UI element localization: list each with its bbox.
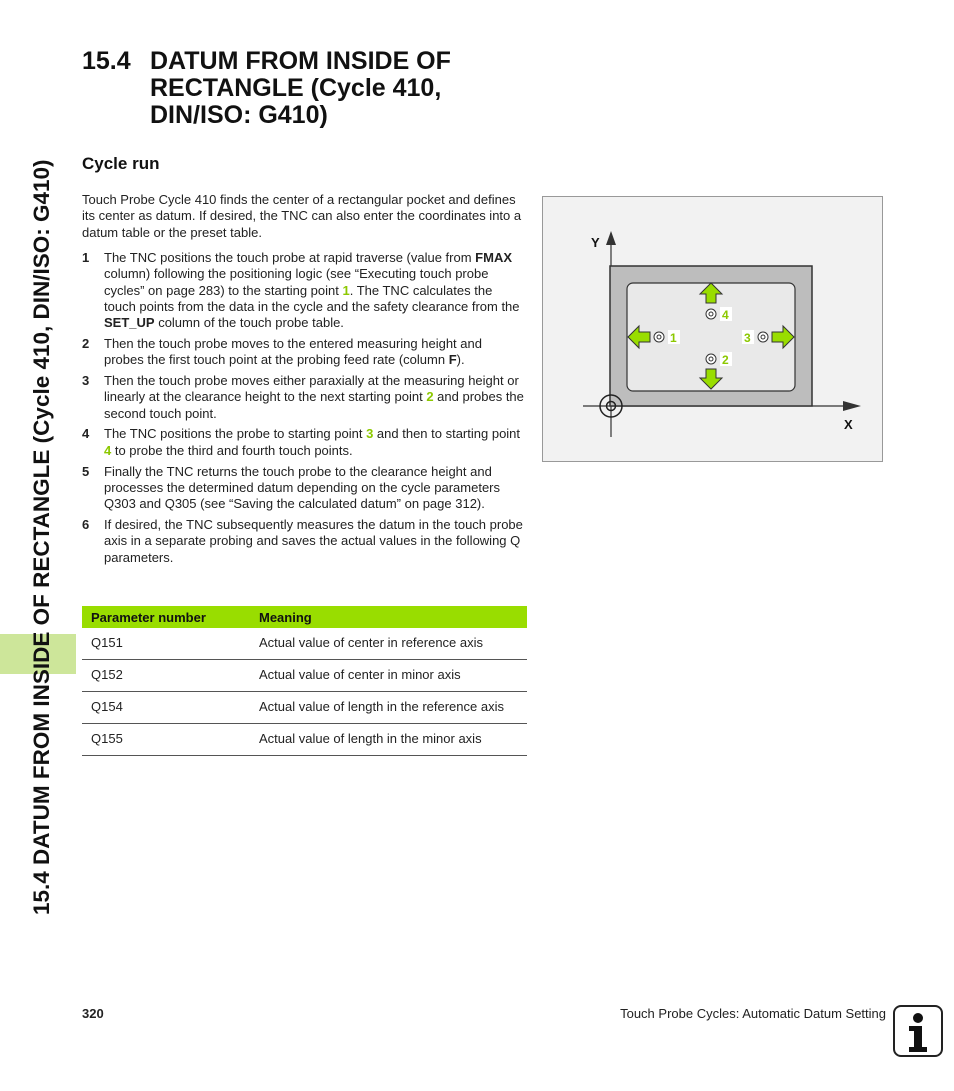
side-chapter-title: 15.4 DATUM FROM INSIDE OF RECTANGLE (Cycle 410, DIN/ISO: G410) [29, 159, 54, 915]
section-number: 15.4 [82, 47, 131, 75]
subheading: Cycle run [82, 154, 160, 173]
table-header-row [82, 606, 527, 628]
x-axis-label: X [844, 417, 853, 432]
rectangle-probing-diagram [542, 196, 883, 462]
table-header-cell: Parameter number [82, 606, 250, 628]
point-label-1: 1 [670, 331, 677, 345]
y-axis-arrowhead [606, 231, 616, 245]
step-item: 5 Finally the TNC returns the touch probe to the clearance height and processes the determined datum depending on the cycle parameters Q303 and Q305 (see “Saving the calculated datum” on page 312). [82, 463, 501, 512]
table-row [82, 660, 527, 692]
q-parameter-table [82, 606, 527, 756]
table-cell: Q151 [82, 628, 250, 660]
step-number: 1 [82, 250, 90, 265]
table-row [82, 628, 527, 660]
page-number: 320 [82, 1006, 104, 1021]
table-cell: Actual value of center in reference axis [250, 628, 527, 660]
step-item: 3 Then the touch probe moves either paraxially at the measuring height or linearly at the clearance height to the next starting point 2 and probes the second touch point. [82, 373, 524, 421]
point-label-3: 3 [744, 331, 751, 345]
step-number: 2 [82, 335, 90, 351]
info-icon [893, 1005, 943, 1057]
diagram-svg [543, 197, 882, 461]
step-item: 6 If desired, the TNC subsequently measures the datum in the touch probe axis in a separate probing and saves the actual values in the following Q parameters. [82, 516, 523, 565]
table-row [82, 692, 527, 724]
table-cell: Actual value of length in the minor axis [250, 724, 527, 756]
step-item: 1 The TNC positions the touch probe at rapid traverse (value from FMAX column) following the positioning logic (see “Executing touch probe cycles” on page 283) to the starting point 1. The TNC calculates the touch points from the data in the cycle and the safety clearance from the SET_UP column of the touch probe table. [82, 250, 520, 331]
step-number: 4 [82, 426, 90, 442]
table-cell: Q155 [82, 724, 250, 756]
step-number: 3 [82, 373, 90, 389]
step-list [82, 250, 524, 570]
intro-paragraph: Touch Probe Cycle 410 finds the center of a rectangular pocket and defines its center as datum. If desired, the TNC can also enter the coordinates into a datum table or the preset table. [82, 192, 522, 240]
touch-point-3-icon [758, 332, 768, 342]
step-number: 6 [82, 516, 90, 532]
step-number: 5 [82, 463, 90, 479]
touch-point-1-icon [654, 332, 664, 342]
table-cell: Actual value of center in minor axis [250, 660, 527, 692]
point-label-4: 4 [722, 308, 729, 322]
step-item: 2 Then the touch probe moves to the entered measuring height and probes the first touch point at the probing feed rate (column F). [82, 335, 482, 368]
table-cell: Actual value of length in the reference axis [250, 692, 527, 724]
touch-point-4-icon [706, 309, 716, 319]
step-item: 4 The TNC positions the probe to starting point 3 and then to starting point 4 to probe the third and fourth touch points. [82, 426, 521, 458]
section-title: DATUM FROM INSIDE OF RECTANGLE (Cycle 410, DIN/ISO: G410) [150, 47, 451, 129]
table-header-cell: Meaning [250, 606, 527, 628]
table-row [82, 724, 527, 756]
point-label-2: 2 [722, 353, 729, 367]
table-cell: Q154 [82, 692, 250, 724]
running-footer-title: Touch Probe Cycles: Automatic Datum Setting [620, 1006, 886, 1021]
x-axis-arrowhead [843, 401, 861, 411]
y-axis-label: Y [591, 235, 600, 250]
table-cell: Q152 [82, 660, 250, 692]
touch-point-2-icon [706, 354, 716, 364]
